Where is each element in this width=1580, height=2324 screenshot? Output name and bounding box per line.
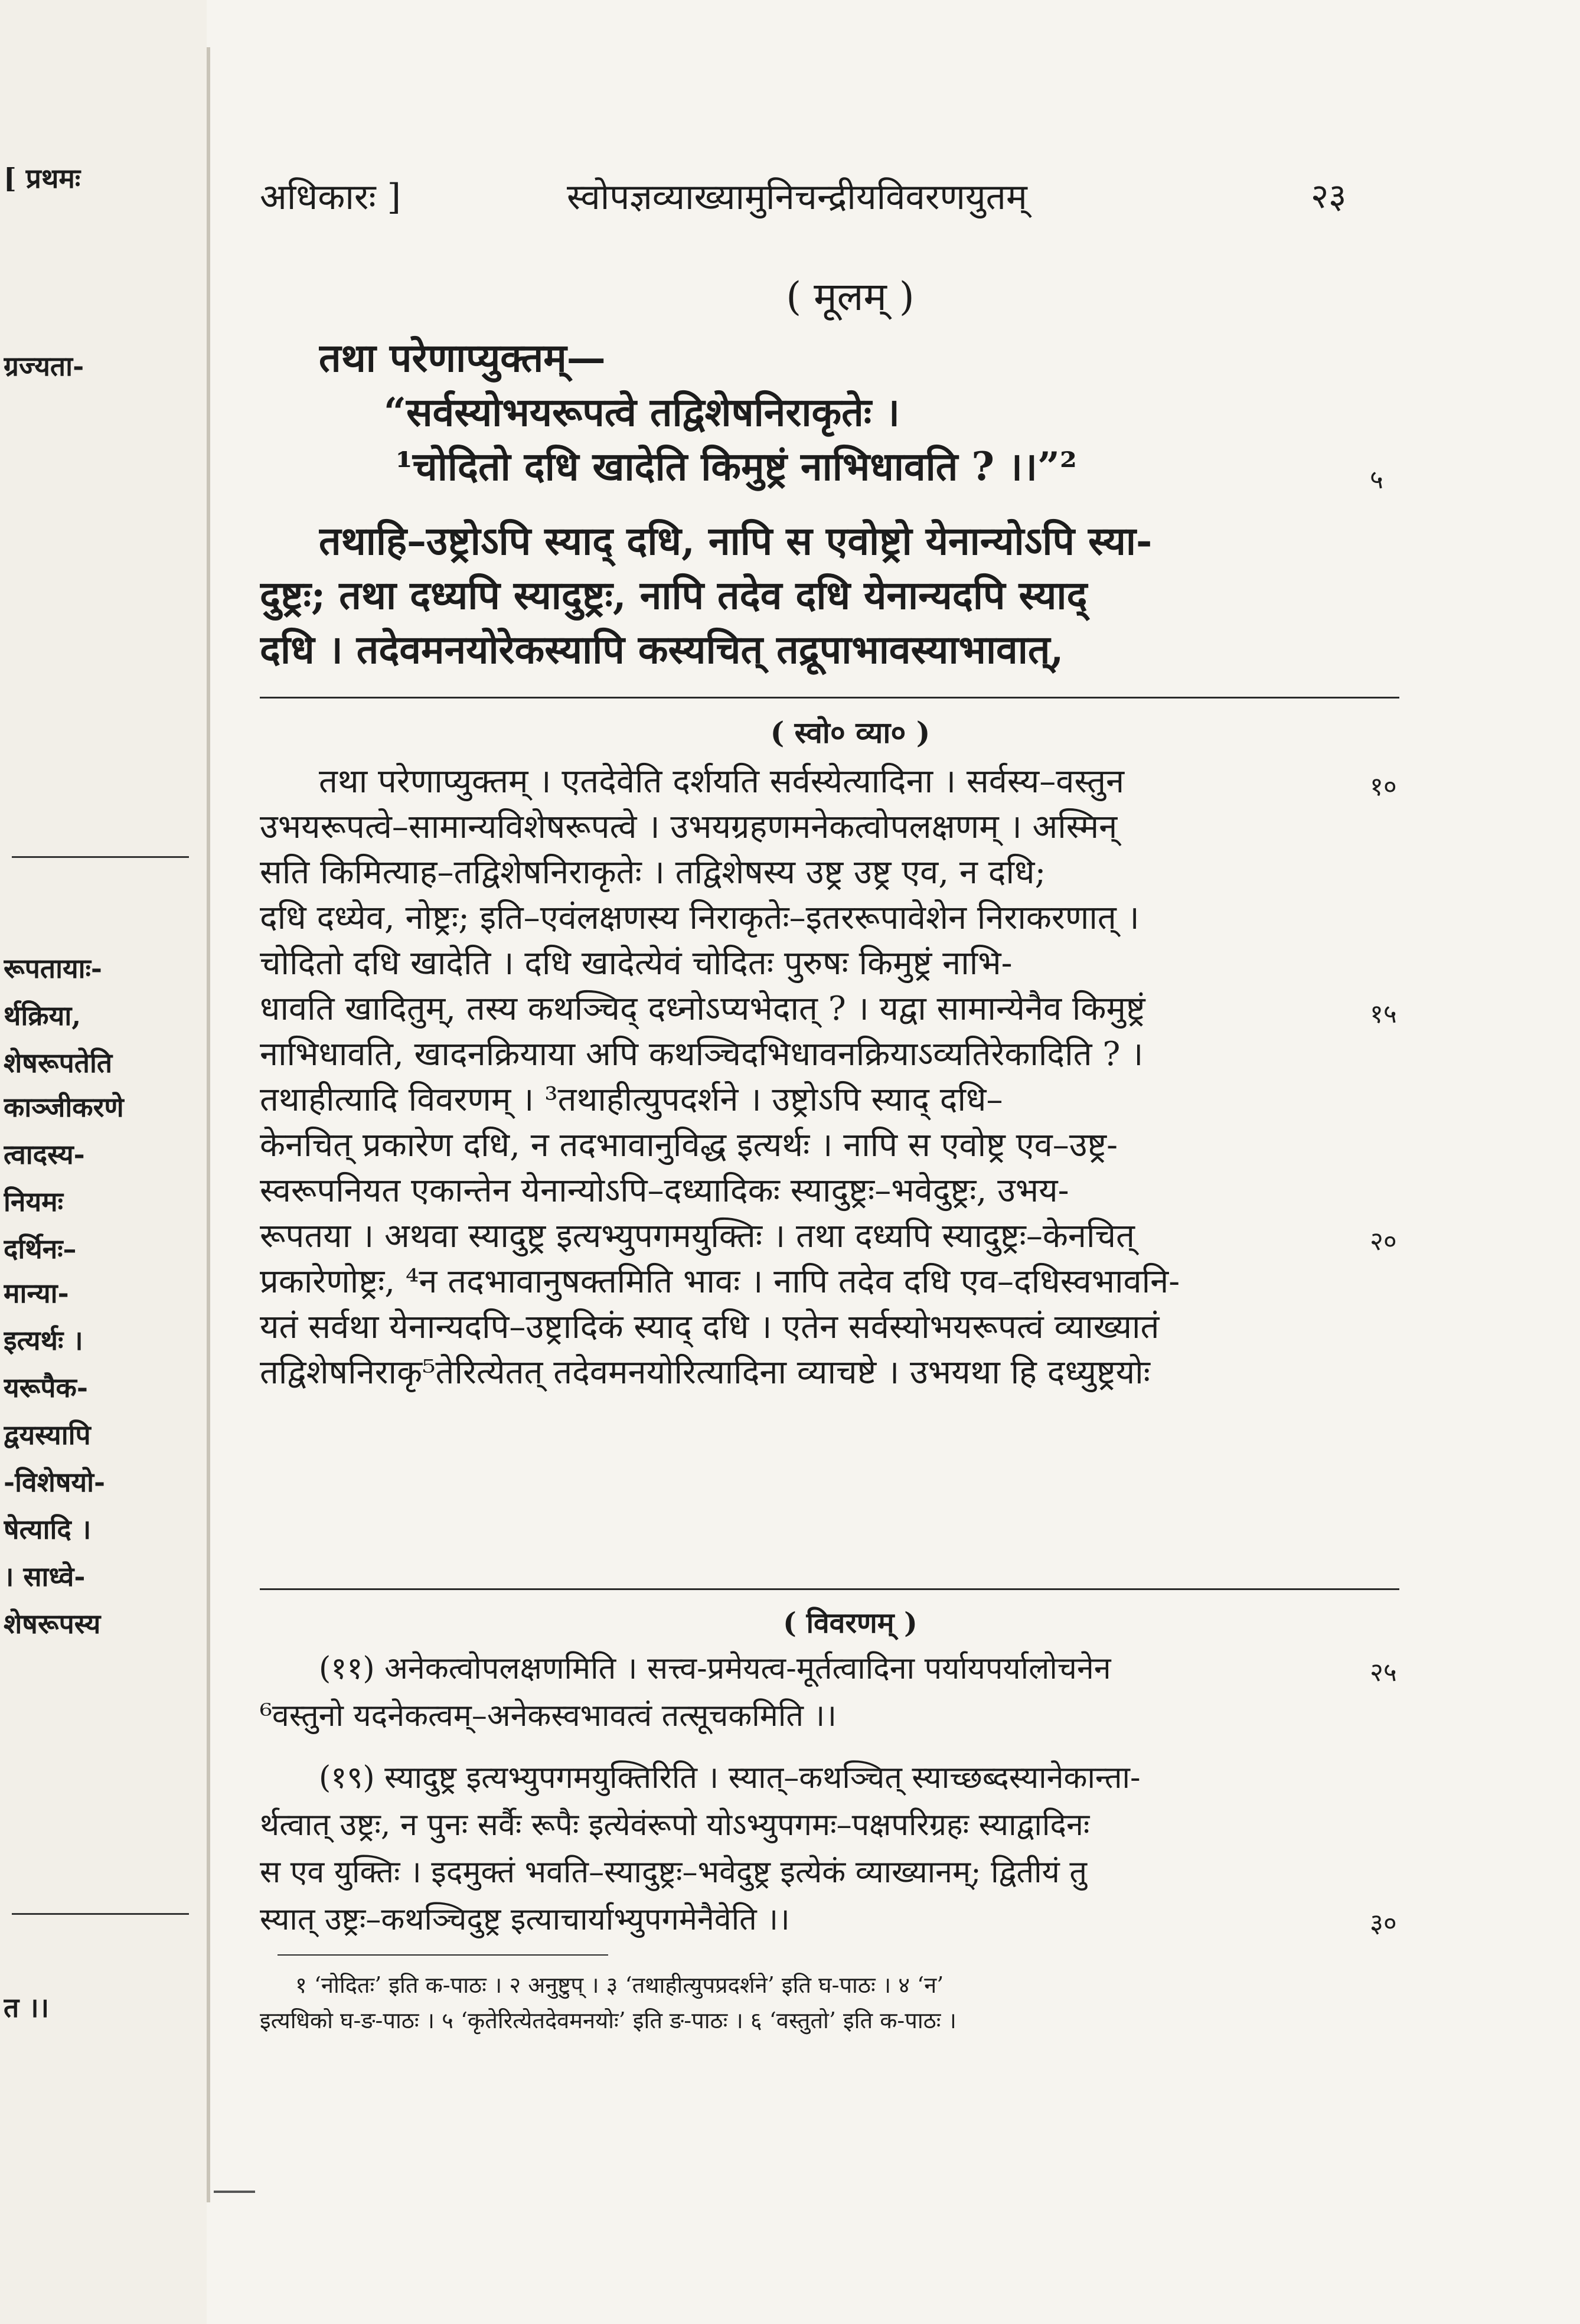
margin-line: शेषरूपस्य [4,1608,101,1640]
vivarana-heading: ( विवरणम् ) [783,1607,918,1640]
mula-line: दुष्ट्रः; तथा दध्यपि स्यादुष्ट्रः, नापि तदेव दधि येनान्यदपि स्याद् [260,572,1088,618]
vyakhya-line: प्रकारेणोष्ट्रः, ⁴न तदभावानुषक्तमिति भावः । नापि तदेव दधि एव–दधिस्वभावनि- [260,1262,1180,1301]
vivarana-line: र्थत्वात् उष्ट्रः, न पुनः सर्वैः रूपैः इत्येवंरूपो योऽभ्युपगमः–पक्षपरिग्रहः स्याद्वादिनः [260,1807,1090,1843]
line-number: ५ [1370,465,1383,495]
margin-line: इत्यर्थः । [4,1324,83,1356]
margin-line: त ।। [4,1992,50,2023]
page-gutter [207,47,210,2202]
mula-line: दधि । तदेवमनयोरेकस्यापि कस्यचित् तद्रूपाभावस्याभावात्, [260,626,1064,673]
line-number: १५ [1370,999,1397,1029]
margin-line: [ प्रथमः [4,162,81,194]
mula-line: ¹चोदितो दधि खादेति किमुष्ट्रं नाभिधावति ? ।।”² [396,443,1077,489]
vivarana-line: (१९) स्यादुष्ट्र इत्यभ्युपगमयुक्तिरिति । स्यात्–कथञ्चित् स्याच्छब्दस्यानेकान्ता- [319,1760,1141,1796]
margin-rule [12,1913,189,1915]
margin-rule [12,856,189,858]
margin-line: काञ्जीकरणे [4,1091,124,1123]
line-number: २५ [1370,1657,1397,1687]
vivarana-line: स एव युक्तिः । इदमुक्तं भवति–स्यादुष्ट्रः–भवेदुष्ट्र इत्येकं व्याख्यानम्; द्वितीयं तु [260,1855,1087,1890]
margin-line: र्थक्रिया, [4,1000,81,1032]
header-chapter: अधिकारः ] [260,177,401,218]
vyakhya-line: तथाहीत्यादि विवरणम् । ³तथाहीत्युपदर्शने । उष्ट्रोऽपि स्याद् दधि– [260,1081,1003,1119]
vyakhya-line: दधि दध्येव, नोष्ट्रः; इति–एवंलक्षणस्य निराकृतेः–इतररूपावेशेन निराकरणात् । [260,899,1140,937]
vyakhya-line: उभयरूपत्वे–सामान्यविशेषरूपत्वे । उभयग्रहणमनेकत्वोपलक्षणम् । अस्मिन् [260,808,1118,846]
vyakhya-line: चोदितो दधि खादेति । दधि खादेत्येवं चोदितः पुरुषः किमुष्ट्रं नाभि- [260,944,1013,983]
margin-line: त्वादस्य- [4,1138,85,1170]
margin-line: । साध्वे- [4,1561,86,1592]
margin-line: -विशेषयो- [4,1466,106,1498]
mula-line: तथा परेणाप्युक्तम्— [319,335,606,381]
section-rule [260,1588,1399,1590]
margin-line: ग्रज्यता- [4,350,84,382]
vivarana-line: स्यात् उष्ट्रः–कथञ्चिदुष्ट्र इत्याचार्याभ्युपगमेनैवेति ।। [260,1902,790,1937]
page-number: २३ [1311,176,1347,216]
vyakhya-heading: ( स्वो० व्या० ) [770,715,931,750]
section-rule [260,697,1399,698]
line-number: २० [1370,1226,1397,1256]
vivarana-line: ⁶वस्तुनो यदनेकत्वम्–अनेकस्वभावत्वं तत्सूचकमिति ।। [260,1698,837,1734]
vyakhya-line: तद्विशेषनिराकृ⁵तेरित्येतत् तदेवमनयोरित्यादिना व्याचष्टे । उभयथा हि दध्युष्ट्रयोः [260,1353,1150,1392]
header-title: स्वोपज्ञव्याख्यामुनिचन्द्रीयविवरणयुतम् [567,177,1027,218]
mula-line: तथाहि–उष्ट्रोऽपि स्याद् दधि, नापि स एवोष्ट्रो येनान्योऽपि स्या- [319,518,1153,564]
previous-page-margin [0,0,207,2324]
gutter-mark [214,2191,255,2193]
mula-heading: ( मूलम् ) [786,274,915,319]
margin-line: यरूपैक- [4,1372,88,1403]
margin-line: मान्या- [4,1277,69,1309]
footnote-line: इत्यधिको घ-ङ-पाठः । ५ ‘कृतेरित्येतदेवमनयोः’ इति ङ-पाठः । ६ ‘वस्तुतो’ इति क-पाठः । [260,2008,957,2034]
vyakhya-line: नाभिधावति, खादनक्रियाया अपि कथञ्चिदभिधावनक्रियाऽव्यतिरेकादिति ? । [260,1035,1144,1073]
vyakhya-line: धावति खादितुम्, तस्य कथञ्चिद् दध्नोऽप्यभेदात् ? । यद्वा सामान्येनैव किमुष्ट्रं [260,990,1145,1028]
vyakhya-line: तथा परेणाप्युक्तम् । एतदेवेति दर्शयति सर्वस्येत्यादिना । सर्वस्य–वस्तुन [319,762,1125,801]
margin-line: नियमः [4,1186,63,1218]
vyakhya-line: स्वरूपनियत एकान्तेन येनान्योऽपि–दध्यादिकः स्यादुष्ट्रः–भवेदुष्ट्रः, उभय- [260,1171,1069,1210]
margin-line: रूपतायाः- [4,952,102,984]
margin-line: द्वयस्यापि [4,1419,91,1451]
footnote-line: १ ‘नोदितः’ इति क-पाठः । २ अनुष्टुप् । ३ ‘तथाहीत्युपप्रदर्शने’ इति घ-पाठः । ४ ‘न’ [295,1972,944,1998]
margin-line: दर्थिनः– [4,1233,77,1265]
vivarana-line: (११) अनेकत्वोपलक्षणमिति । सत्त्व-प्रमेयत्व-मूर्तत्वादिना पर्यायपर्यालोचनेन [319,1651,1111,1686]
margin-line: षेत्यादि । [4,1513,92,1545]
vyakhya-line: केनचित् प्रकारेण दधि, न तदभावानुविद्ध इत्यर्थः । नापि स एवोष्ट्र एव–उष्ट्र- [260,1126,1118,1164]
footnote-rule [278,1954,608,1956]
mula-line: “सर्वस्योभयरूपत्वे तद्विशेषनिराकृतेः । [384,389,900,435]
line-number: १० [1370,772,1397,802]
vyakhya-line: सति किमित्याह–तद्विशेषनिराकृतेः । तद्विशेषस्य उष्ट्र उष्ट्र एव, न दधि; [260,853,1046,892]
page [260,0,1441,2324]
vyakhya-line: रूपतया । अथवा स्यादुष्ट्र इत्यभ्युपगमयुक्तिः । तथा दध्यपि स्यादुष्ट्रः–केनचित् [260,1217,1135,1255]
margin-line: शेषरूपतेति [4,1047,113,1079]
line-number: ३० [1370,1908,1397,1938]
vyakhya-line: यतं सर्वथा येनान्यदपि–उष्ट्रादिकं स्याद् दधि । एतेन सर्वस्योभयरूपत्वं व्याख्यातं [260,1308,1160,1346]
